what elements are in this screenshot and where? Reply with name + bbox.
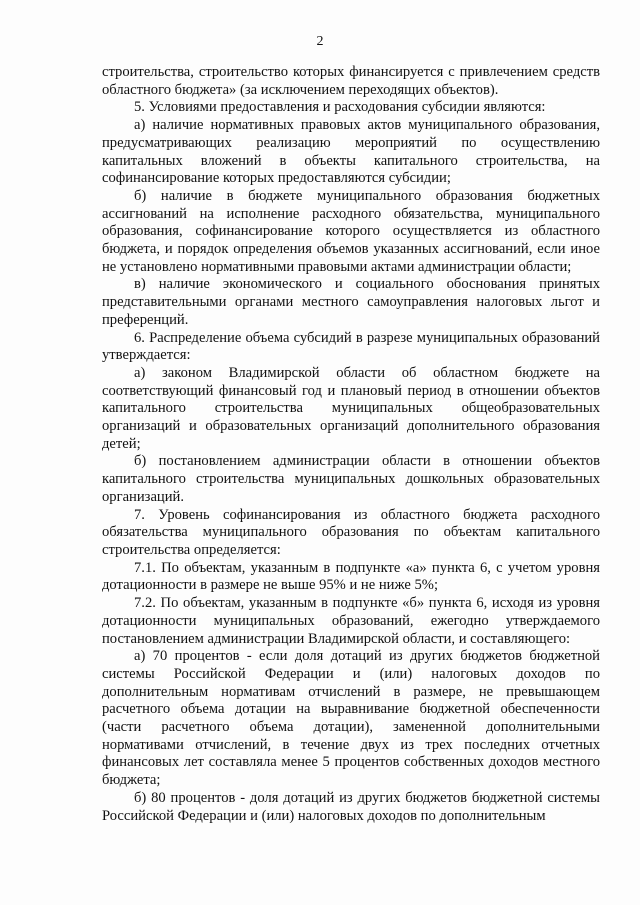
- paragraph: б) постановлением администрации области в отношении объектов капитального строительства муниципальных дошкольных образовательных организаций.: [102, 453, 600, 505]
- paragraph: 5. Условиями предоставления и расходования субсидии являются:: [134, 99, 546, 116]
- page-number: 2: [316, 34, 324, 49]
- paragraph: 7. Уровень софинансирования из областного бюджета расходного обязательства муниципального образования по объектам капитального строительства определяется:: [102, 506, 600, 558]
- paragraph: а) 70 процентов - если доля дотаций из других бюджетов бюджетной системы Российской Федерации и (или) налоговых доходов по дополнительным нормативам отчислений в размере, не превышающем расчетного объема дотации на выравнивание бюджетной обеспеченности (части расчетного объема дотации), замененной дополнительными нормативами отчислений, в течение двух из трех последних отчетных финансовых лет составляла менее 5 процентов собственных доходов местного бюджета;: [102, 648, 600, 789]
- paragraph: а) законом Владимирской области об областном бюджете на соответствующий финансовый год и плановый период в отношении объектов капитального строительства муниципальных общеобразовательных организаций и образовательных организаций дополнительного образования детей;: [102, 364, 600, 452]
- document-body: [102, 64, 600, 825]
- paragraph: 7.1. По объектам, указанным в подпункте «а» пункта 6, с учетом уровня дотационности в размере не выше 95% и не ниже 5%;: [102, 559, 600, 594]
- paragraph: в) наличие экономического и социального обоснования принятых представительными органами местного самоуправления налоговых льгот и преференций.: [102, 276, 600, 328]
- paragraph: б) 80 процентов - доля дотаций из других бюджетов бюджетной системы Российской Федерации и (или) налоговых доходов по дополнительным: [102, 789, 600, 824]
- paragraph: строительства, строительство которых финансируется с привлечением средств областного бюджета» (за исключением переходящих объектов).: [102, 64, 600, 98]
- paragraph: б) наличие в бюджете муниципального образования бюджетных ассигнований на исполнение расходного обязательства, муниципального образования, софинансирование которого осуществляется из областного бюджета, и порядок определения объемов указанных ассигнований, если иное не установлено нормативными правовыми актами администрации области;: [102, 187, 600, 275]
- paragraph: 7.2. По объектам, указанным в подпункте «б» пункта 6, исходя из уровня дотационности муниципальных образований, ежегодно утверждаемого постановлением администрации Владимирской области, и составляющего:: [102, 595, 600, 647]
- paragraph: 6. Распределение объема субсидий в разрезе муниципальных образований утверждается:: [102, 329, 600, 364]
- paragraph: а) наличие нормативных правовых актов муниципального образования, предусматривающих реализацию мероприятий по осуществлению капитальных вложений в объекты капитального строительства, на софинансирование которых предоставляются субсидии;: [102, 117, 600, 187]
